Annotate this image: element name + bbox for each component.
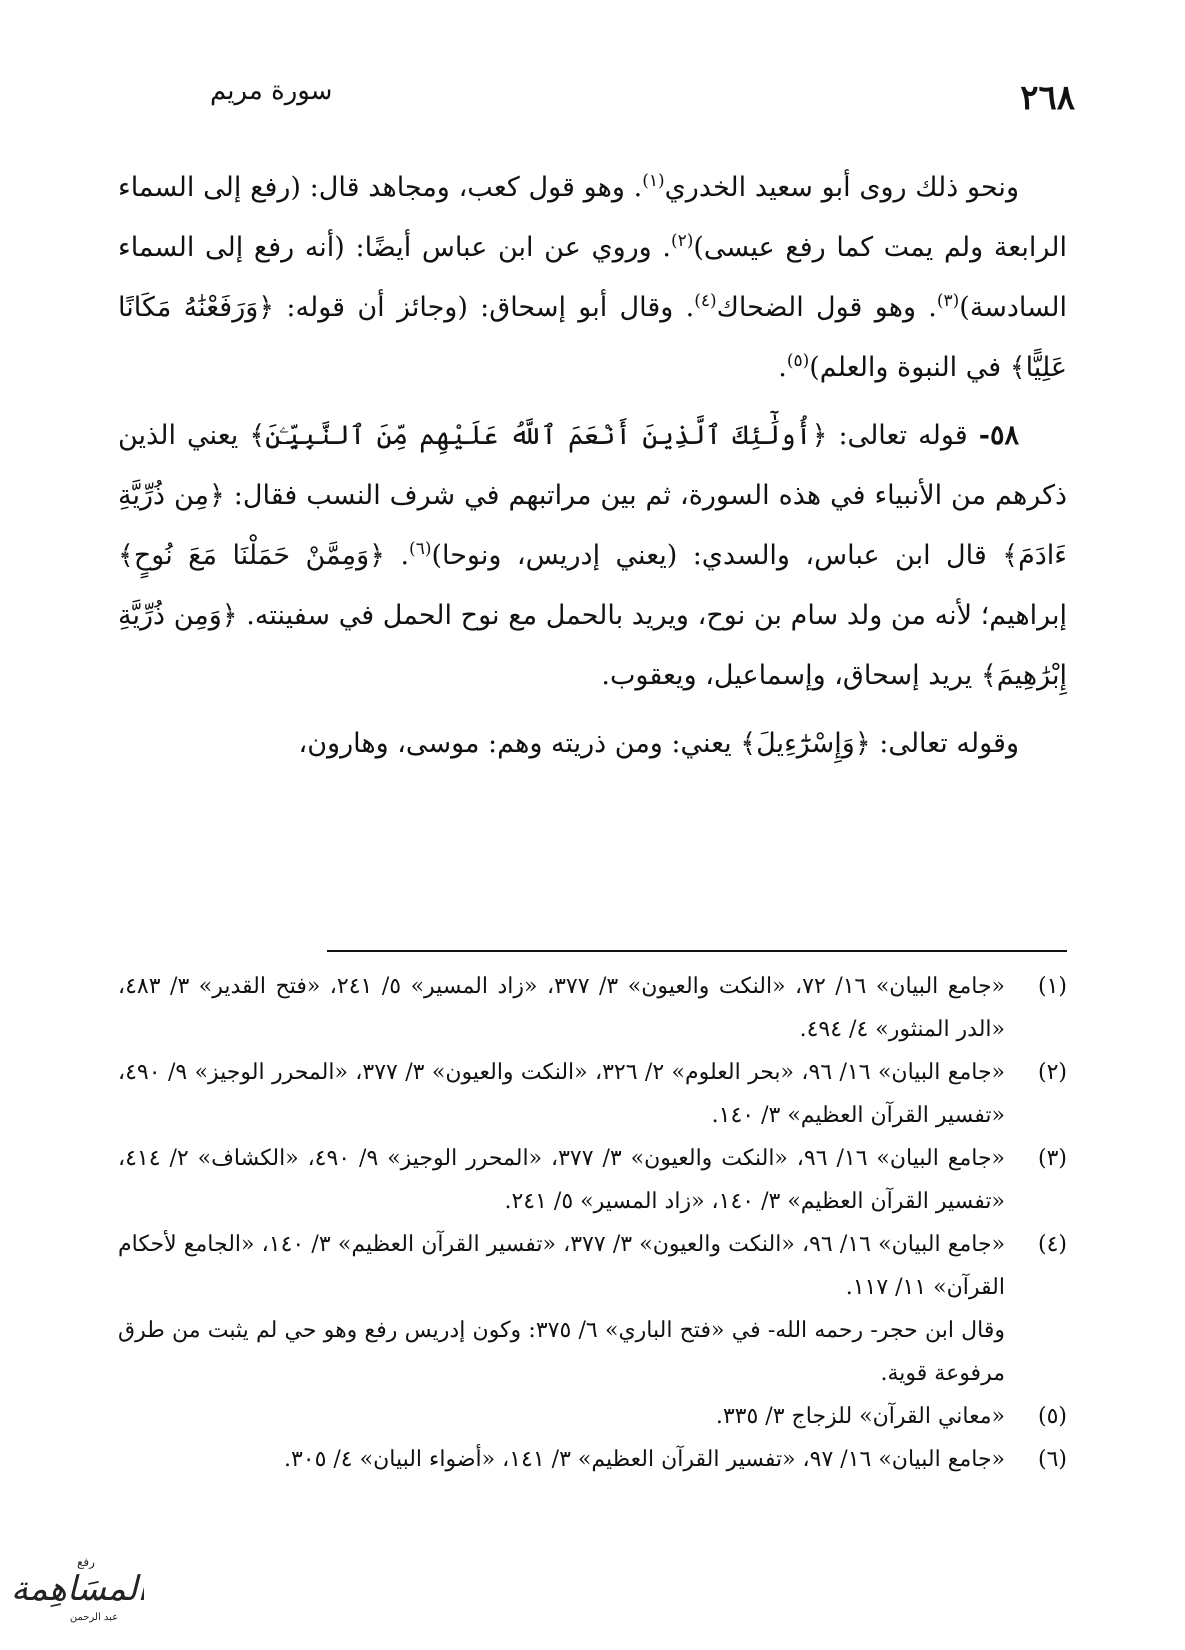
text-run: يعني الذين ذكرهم من الأنبياء في هذه السورة، ثم بين مراتبهم في شرف النسب فقال: [118,420,1067,511]
page-header [110,70,1075,130]
footnote-ref-6[interactable]: (٦) [409,539,432,559]
text-run: . وقال أبو إسحاق: (وجائز أن قوله: [274,292,695,323]
text-run: يعني: ومن ذريته وهم: موسى، وهارون، [298,728,741,759]
footnote-text: «معاني القرآن» للزجاج ٣/ ٣٣٥. [715,1404,1005,1429]
footnote-2 [118,1051,1067,1137]
text-run: إبراهيم؛ لأنه من ولد سام بن نوح، ويريد بالحمل مع نوح الحمل في سفينته. [237,600,1067,631]
paragraph-2 [118,406,1067,706]
footnote-number: (٤) [1037,1232,1067,1257]
paragraph-3 [118,714,1067,774]
footnote-number: (٢) [1037,1060,1067,1085]
footnote-number: (٣) [1037,1146,1067,1171]
footnote-text: «جامع البيان» ١٦/ ٩٦، «النكت والعيون» ٣/ ٣٧٧، «المحرر الوجيز» ٩/ ٤٩٠، «الكشاف» ٢/ ٤١٤، «تفسير القرآن العظيم» ٣/ ١٤٠، «زاد المسير» ٥/ ٢٤١. [118,1146,1006,1214]
verse-number: ٥٨- [978,420,1019,451]
quran-verse: ﴿وَمِن ذُرِّيَّةِ إِبْرَٰهِيمَ﴾ [118,600,1067,691]
footnote-text: وقال ابن حجر- رحمه الله- في «فتح الباري» ٦/ ٣٧٥: وكون إدريس رفع وهو حي لم يثبت من طرق مرفوعة قوية. [118,1318,1005,1386]
footnote-number: (٦) [1037,1447,1067,1472]
stamp-logo-icon [14,1548,144,1628]
footnote-ref-2[interactable]: (٢) [670,231,694,251]
footnote-ref-3[interactable]: (٣) [936,291,960,311]
footnote-6 [118,1438,1067,1481]
stamp-main-text: المسَاهِمة [14,1569,144,1609]
text-run: يريد إسحاق، وإسماعيل، ويعقوب. [601,660,981,691]
paragraph-1 [118,158,1067,398]
footnote-text: «جامع البيان» ١٦/ ٩٧، «تفسير القرآن العظيم» ٣/ ١٤١، «أضواء البيان» ٤/ ٣٠٥. [283,1447,1005,1472]
footnote-3 [118,1137,1067,1223]
footnote-ref-5[interactable]: (٥) [786,351,810,371]
footnote-4 [118,1223,1067,1309]
footnote-text: «جامع البيان» ١٦/ ٩٦، «النكت والعيون» ٣/ ٣٧٧، «تفسير القرآن العظيم» ٣/ ١٤٠، «الجامع لأحكام القرآن» ١١/ ١١٧. [118,1232,1006,1300]
footnote-number: (١) [1037,974,1067,999]
library-stamp-logo [14,1548,144,1628]
quran-verse: ﴿وَإِسْرَٰٓءِيلَ﴾ [740,728,871,759]
text-run: . وهو قول كعب، ومجاهد قال: (رفع إلى السماء الرابعة ولم يمت كما رفع عيسى) [118,172,1067,263]
footnote-ref-4[interactable]: (٤) [694,291,717,311]
quran-verse: ﴿وَمِمَّنْ حَمَلْنَا مَعَ نُوحٍ﴾ [118,540,385,571]
running-title: سورة مريم [210,76,333,106]
stamp-top-text: رفع [77,1555,95,1569]
text-run: ونحو ذلك روى أبو سعيد الخدري [664,172,1019,203]
text-run: في النبوة والعلم) [809,352,1010,383]
footnote-5 [118,1395,1067,1438]
footnote-text: «جامع البيان» ١٦/ ٧٢، «النكت والعيون» ٣/ ٣٧٧، «زاد المسير» ٥/ ٢٤١، «فتح القدير» ٣/ ٤٨٣، «الدر المنثور» ٤/ ٤٩٤. [118,974,1006,1042]
footnote-separator [327,950,1067,952]
text-run: . [778,352,787,383]
quran-verse: ﴿أُولَٰٓئِكَ ٱلَّذِينَ أَنْعَمَ ٱللَّهُ عَلَيْهِم مِّنَ ٱلنَّبِيِّـۧنَ﴾ [249,420,828,451]
footnote-4-comment [118,1309,1067,1395]
text-run: قوله تعالى: [827,420,979,451]
main-text [118,158,1067,774]
stamp-bottom-text: عبد الرحمن [69,1612,119,1623]
footnote-number: (٥) [1037,1404,1067,1429]
footnote-ref-1[interactable]: (١) [642,171,665,191]
text-run: . [385,540,410,571]
page-number: ٢٦٨ [1020,78,1075,118]
text-run: وقوله تعالى: [870,728,1019,759]
text-run: قال ابن عباس، والسدي: (يعني إدريس، ونوحا) [431,540,1003,571]
quran-verse: ﴿وَرَفَعْنَٰهُ مَكَانًا عَلِيًّا﴾ [118,292,1067,383]
footnotes [118,965,1067,1481]
text-run: . وروي عن ابن عباس أيضًا: (أنه رفع إلى السماء السادسة) [118,232,1067,323]
text-run: . وهو قول الضحاك [716,292,937,323]
quran-verse: ﴿مِن ذُرِّيَّةِ ءَادَمَ﴾ [118,480,1068,571]
footnote-1 [118,965,1067,1051]
footnote-text: «جامع البيان» ١٦/ ٩٦، «بحر العلوم» ٢/ ٣٢٦، «النكت والعيون» ٣/ ٣٧٧، «المحرر الوجيز» ٩/ ٤٩٠، «تفسير القرآن العظيم» ٣/ ١٤٠. [118,1060,1006,1128]
